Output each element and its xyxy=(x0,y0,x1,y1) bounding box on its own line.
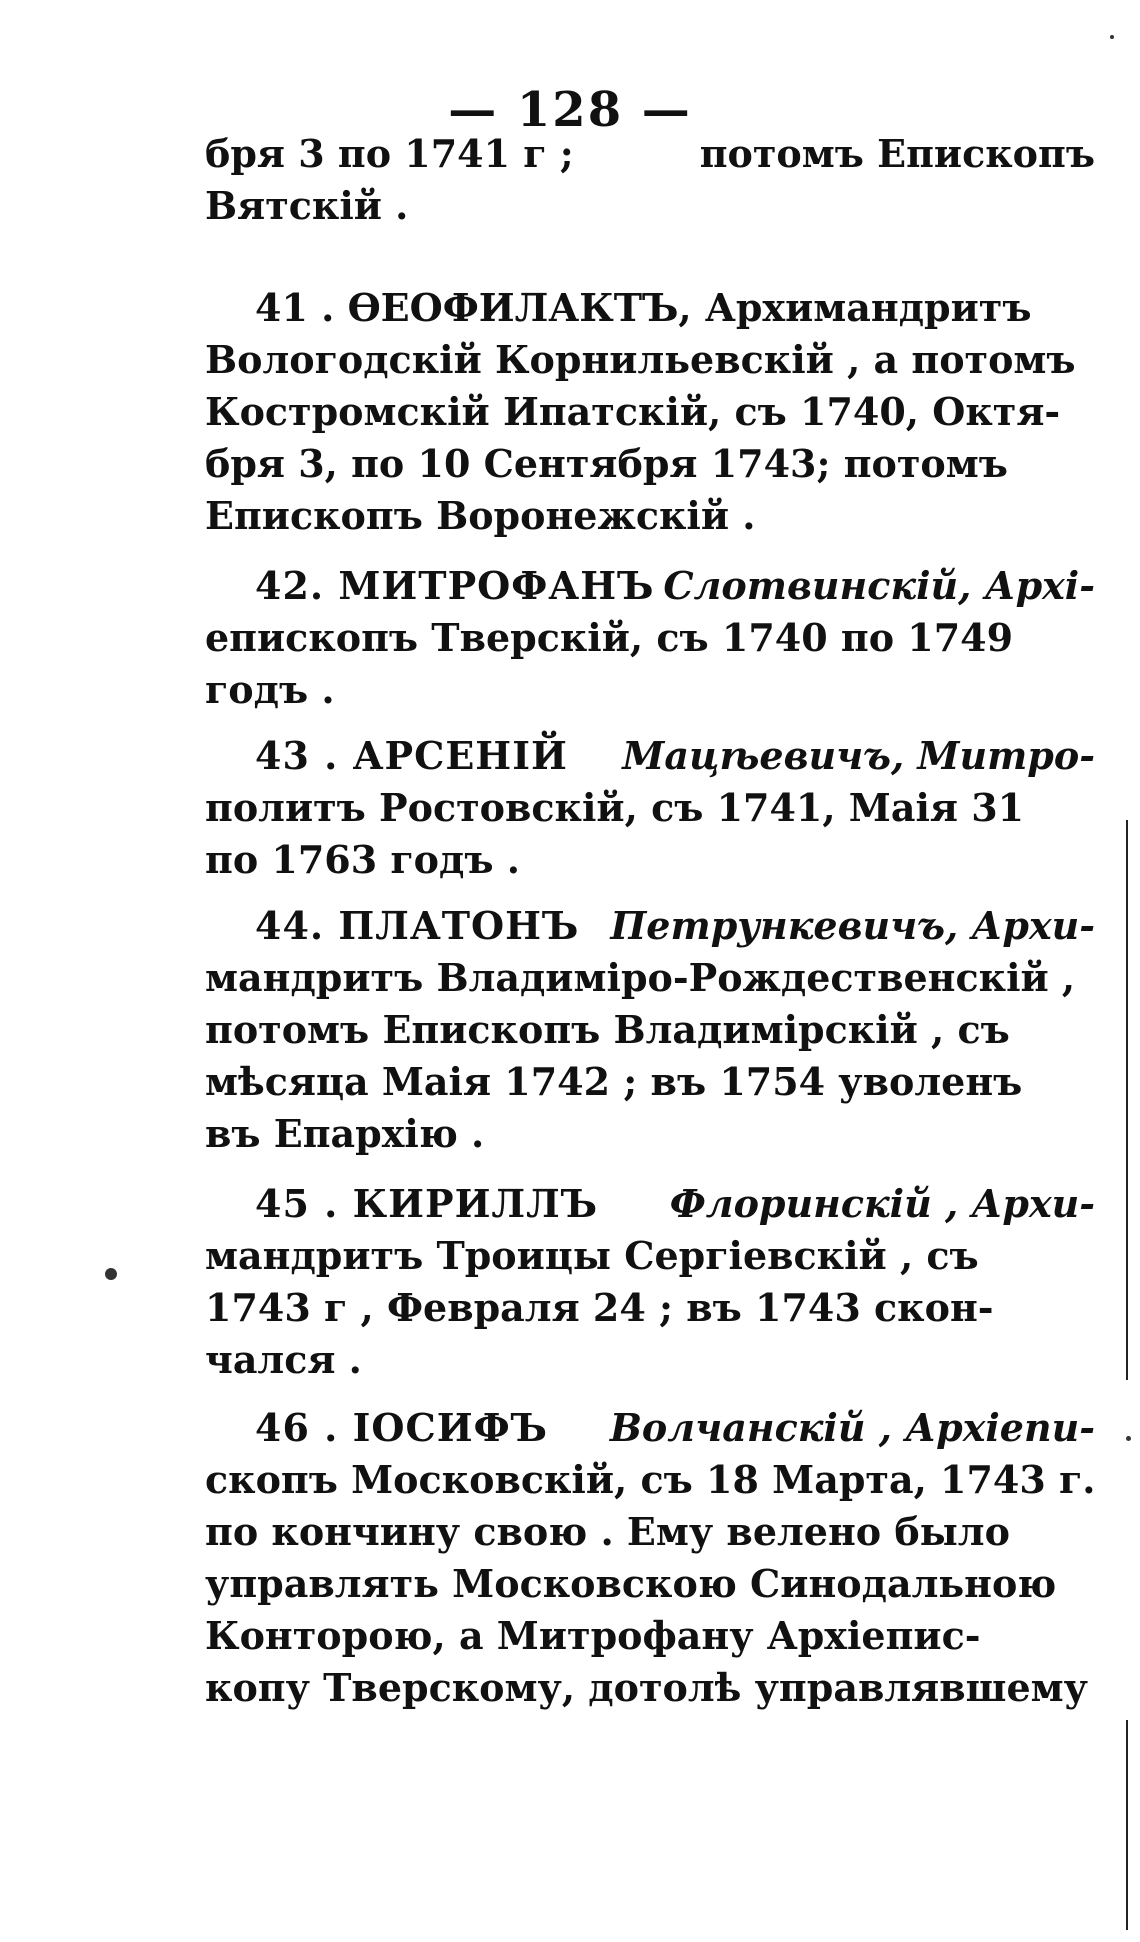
page-number: — 128 — xyxy=(448,82,692,138)
line-part: Вологодскій Корнильевскій , а потомъ xyxy=(205,337,1076,382)
entry-name: 46 . ІОСИФЪ xyxy=(255,1405,548,1450)
entry-heading xyxy=(205,282,1095,334)
entry-surname: Слотвинскій, Архі- xyxy=(663,563,1095,608)
text-line xyxy=(205,438,1095,490)
text-line xyxy=(205,1454,1095,1506)
entry-surname: Флоринскій , Архи- xyxy=(669,1181,1095,1226)
entry-heading xyxy=(205,730,1095,782)
text-line xyxy=(205,1334,1095,1386)
text-line xyxy=(205,1004,1095,1056)
text-line xyxy=(205,1506,1095,1558)
entry-40-continuation xyxy=(205,128,1095,232)
entry-41 xyxy=(205,282,1095,542)
text-line xyxy=(205,782,1095,834)
line-part: 1743 г , Февраля 24 ; въ 1743 скон- xyxy=(205,1285,994,1330)
text-line xyxy=(205,1610,1095,1662)
line-part: Костромскій Ипатскій, съ 1740, Октя- xyxy=(205,389,1061,434)
margin-rule xyxy=(1126,820,1128,1380)
entry-heading xyxy=(205,1402,1095,1454)
text-line xyxy=(205,664,1095,716)
entry-45 xyxy=(205,1178,1095,1386)
line-part: по кончину свою . Ему велено было xyxy=(205,1509,1010,1554)
entry-43 xyxy=(205,730,1095,886)
line-part: политъ Ростовскій, съ 1741, Маія 31 xyxy=(205,785,1025,830)
text-line xyxy=(205,1230,1095,1282)
text-line xyxy=(205,180,1095,232)
entry-44 xyxy=(205,900,1095,1160)
line-part: потомъ Епископъ Владимірскій , съ xyxy=(205,1007,1010,1052)
entry-heading xyxy=(205,560,1095,612)
line-part: потомъ Епископъ xyxy=(699,131,1095,176)
line-part: 41 . ѲЕОФИЛАКТЪ, Архимандритъ xyxy=(255,285,1032,330)
text-line xyxy=(205,1108,1095,1160)
text-line xyxy=(205,128,1095,180)
line-part: копу Тверскому, дотолѣ управлявшему xyxy=(205,1665,1088,1710)
line-part: бря 3, по 10 Сентября 1743; потомъ xyxy=(205,441,1008,486)
text-line xyxy=(205,834,1095,886)
entry-surname: Волчанскій , Архіепи- xyxy=(609,1405,1095,1450)
line-part: мѣсяца Маія 1742 ; въ 1754 уволенъ xyxy=(205,1059,1023,1104)
ink-speck xyxy=(1110,35,1114,39)
line-part: въ Епархію . xyxy=(205,1111,485,1156)
line-part: епископъ Тверскій, съ 1740 по 1749 xyxy=(205,615,1014,660)
line-part: годъ . xyxy=(205,667,335,712)
line-part: чался . xyxy=(205,1337,362,1382)
ink-speck xyxy=(1126,1436,1131,1441)
text-line xyxy=(205,1558,1095,1610)
entry-46 xyxy=(205,1402,1095,1714)
entry-surname: Мацѣевичъ, Митро- xyxy=(622,733,1095,778)
line-part: скопъ Московскій, съ 18 Марта, 1743 г. xyxy=(205,1457,1096,1502)
line-part: Епископъ Воронежскій . xyxy=(205,493,756,538)
line-part: по 1763 годъ . xyxy=(205,837,520,882)
entry-heading xyxy=(205,1178,1095,1230)
line-part: мандритъ Троицы Сергіевскій , съ xyxy=(205,1233,979,1278)
entry-surname: Петрункевичъ, Архи- xyxy=(610,903,1095,948)
entry-name: 43 . АРСЕНІЙ xyxy=(255,733,568,778)
entry-heading xyxy=(205,900,1095,952)
text-line xyxy=(205,1662,1095,1714)
margin-rule xyxy=(1126,1720,1128,1930)
line-part: Конторою, а Митрофану Архіепис- xyxy=(205,1613,981,1658)
line-part: управлять Московскою Синодальною xyxy=(205,1561,1057,1606)
text-line xyxy=(205,1056,1095,1108)
line-part: мандритъ Владиміро-Рождественскій , xyxy=(205,955,1076,1000)
entry-42 xyxy=(205,560,1095,716)
text-line xyxy=(205,952,1095,1004)
entry-name: 42. МИТРОФАНЪ xyxy=(255,563,655,608)
text-line xyxy=(205,334,1095,386)
entry-name: 44. ПЛАТОНЪ xyxy=(255,903,580,948)
text-line xyxy=(205,386,1095,438)
line-part: бря 3 по 1741 г ; xyxy=(205,131,574,176)
ink-speck xyxy=(105,1268,117,1280)
text-line xyxy=(205,490,1095,542)
entry-name: 45 . КИРИЛЛЪ xyxy=(255,1181,599,1226)
text-line xyxy=(205,1282,1095,1334)
line-part: Вятскій . xyxy=(205,183,409,228)
text-line xyxy=(205,612,1095,664)
